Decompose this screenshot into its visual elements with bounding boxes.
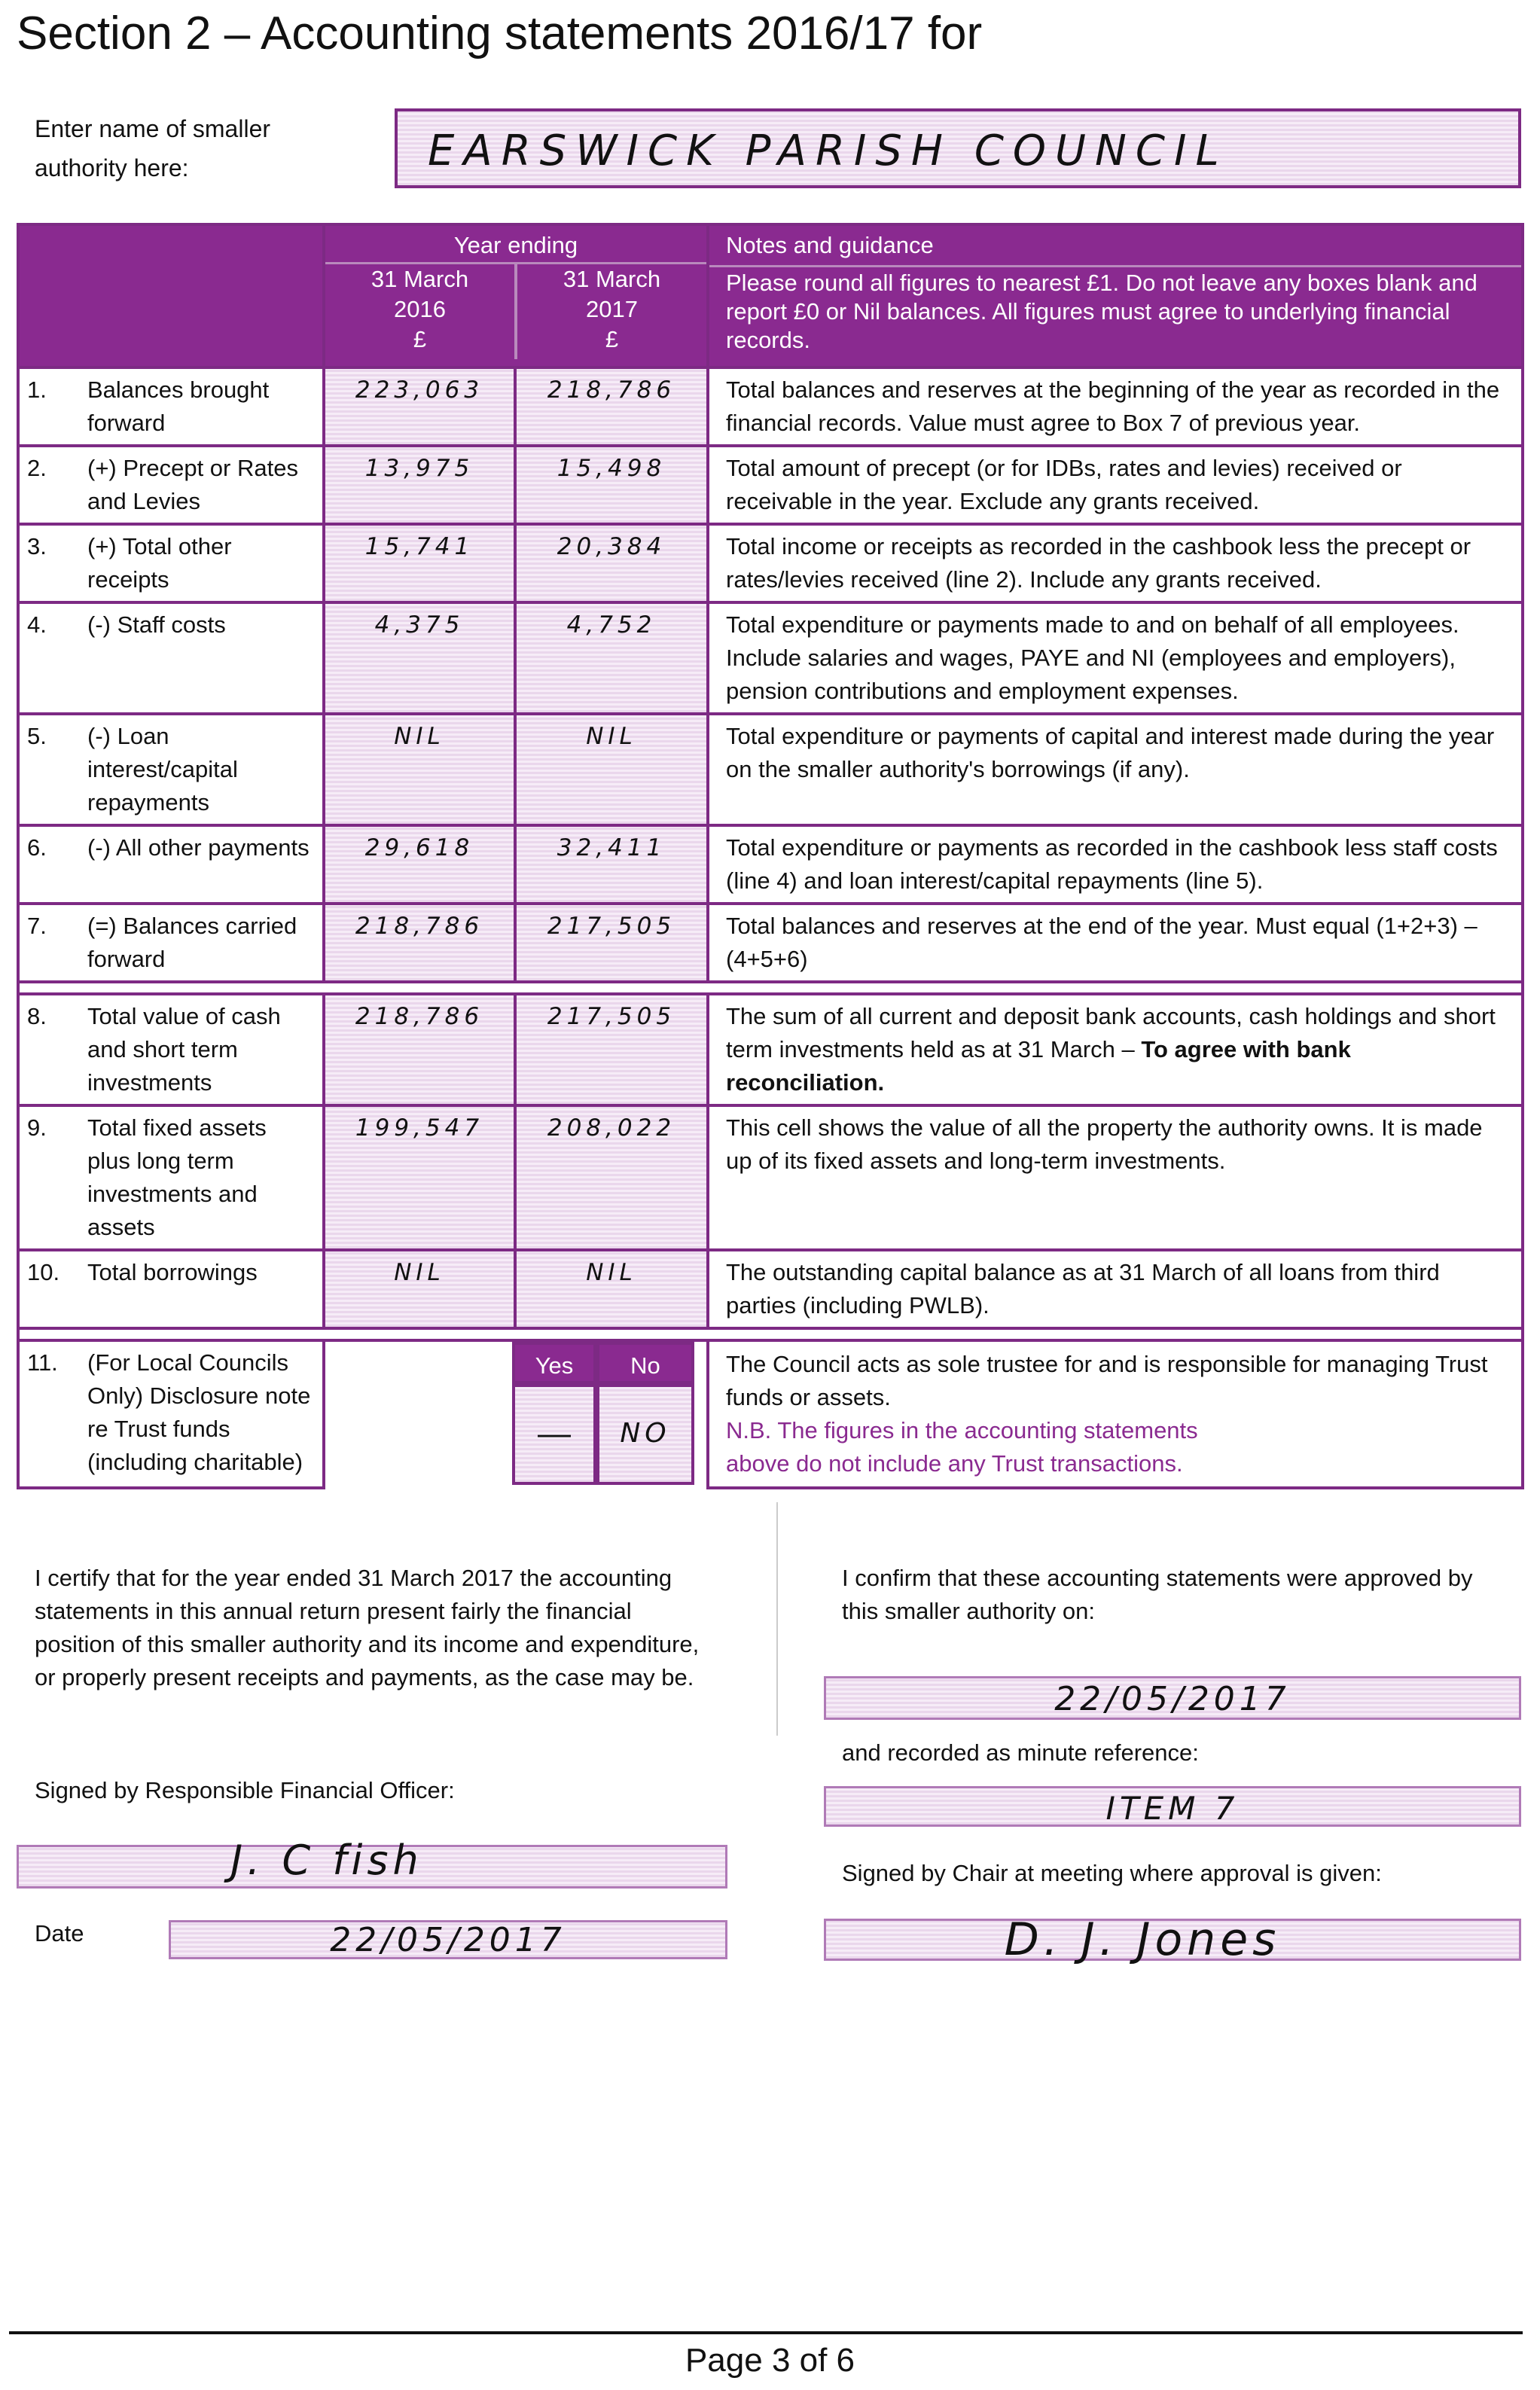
row-11-label-cell [18,1340,324,1488]
value-2017[interactable]: 218,786 [515,367,708,446]
value-2017[interactable]: 32,411 [515,825,708,904]
authority-name-field[interactable] [395,108,1521,188]
value-2016[interactable]: 218,786 [324,994,515,1105]
chair-signature: D. J. Jones [1004,1913,1281,1966]
row-label: (+) Precept or Rates and Levies [87,455,298,514]
row-note [708,714,1523,825]
row-note [708,904,1523,982]
row-label-cell [18,367,324,446]
row-label-cell [18,714,324,825]
approval-date-field[interactable] [824,1676,1521,1720]
value-2016[interactable]: 29,618 [324,825,515,904]
row-label-cell [18,1105,324,1250]
value-2016[interactable]: 15,741 [324,524,515,602]
table-row [18,825,1523,904]
notes-header-label: Notes and guidance [726,232,934,258]
row-note [708,825,1523,904]
table-row [18,602,1523,714]
approval-date: 22/05/2017 [1054,1680,1291,1718]
year-ending-label: Year ending [453,232,578,258]
value-2016[interactable]: 13,975 [324,446,515,524]
value-2017[interactable]: 217,505 [515,994,708,1105]
row-note-text: The sum of all current and deposit bank accounts, cash holdings and short term investments held as at 31 March – [726,1003,1496,1062]
row-note-text: This cell shows the value of all the property the authority owns. It is made up of its fixed assets and long-term investments. [726,1114,1483,1174]
date-label: Date [35,1920,84,1946]
page-number: Page 3 of 6 [685,2342,855,2379]
minute-ref: ITEM 7 [1105,1790,1240,1827]
value-2016[interactable]: 223,063 [324,367,515,446]
row-label: (=) Balances carried forward [87,913,297,972]
table-row [18,904,1523,982]
row-label-cell [18,524,324,602]
header-blank [18,224,324,367]
row-number: 3. [27,533,47,559]
row-number: 4. [27,611,47,638]
row-11-yes-no [324,1340,708,1488]
value-2016[interactable]: 4,375 [324,602,515,714]
row-number: 1. [27,376,47,403]
rfo-label: Signed by Responsible Financial Officer: [35,1777,455,1803]
col-2017-header [517,264,706,359]
value-2017[interactable]: 4,752 [515,602,708,714]
table-row [18,446,1523,524]
row-note-text: Total income or receipts as recorded in the cashbook less the precept or rates/levies received (line 2). Include any grants received. [726,533,1471,593]
row-note-text: Total expenditure or payments as recorded in the cashbook less staff costs (line 4) and loan interest/capital repayments (line 5). [726,834,1498,894]
row-note [708,367,1523,446]
page-title: Section 2 – Accounting statements 2016/17 for [17,8,983,59]
row-label: (-) Loan interest/capital repayments [87,723,238,815]
table-row [18,994,1523,1105]
row-11-note [708,1340,1523,1488]
row-label-cell [18,994,324,1105]
row-label-cell [18,446,324,524]
row-note-text: Total expenditure or payments made to and on behalf of all employees. Include salaries and wages, PAYE and NI (employees and employers), pension contributions and employment expenses. [726,611,1459,704]
no-value[interactable]: NO [596,1384,694,1485]
table-row [18,524,1523,602]
row-number: 9. [27,1114,47,1141]
notes-header [708,224,1523,367]
accounting-statements-table [17,223,1524,1489]
value-2017[interactable]: 20,384 [515,524,708,602]
rfo-date: 22/05/2017 [330,1921,566,1959]
footer-rule [9,2331,1523,2334]
table-row [18,714,1523,825]
col-2017-line1: 31 March [563,266,661,292]
value-2017[interactable]: NIL [515,714,708,825]
row-label-cell [18,602,324,714]
row-11-note-text: The Council acts as sole trustee for and is responsible for managing Trust funds or assets. [726,1351,1488,1410]
chair-signature-field[interactable] [824,1913,1521,1966]
row-label-cell [18,904,324,982]
col-2016-line3: £ [413,326,427,352]
row-label: Balances brought forward [87,376,270,436]
row-label-cell [18,825,324,904]
value-2017[interactable]: 217,505 [515,904,708,982]
col-2016-line2: 2016 [394,296,446,322]
yes-value[interactable]: — [512,1384,596,1485]
row-note [708,602,1523,714]
divider [776,1502,778,1736]
chair-label: Signed by Chair at meeting where approval is given: [842,1860,1382,1886]
row-label-cell [18,1250,324,1328]
row-note [708,524,1523,602]
row-11-label: (For Local Councils Only) Disclosure note re Trust funds (including charitable) [87,1349,311,1475]
rfo-signature-field[interactable] [17,1837,727,1889]
row-label: (-) All other payments [87,834,310,861]
row-number: 2. [27,455,47,481]
row-number: 8. [27,1003,47,1029]
authority-name-label: Enter name of smaller authority here: [35,115,271,181]
row-note [708,1250,1523,1328]
row-label: (+) Total other receipts [87,533,232,593]
rfo-certification: I certify that for the year ended 31 March 2017 the accounting statements in this annual return present fairly the financial position of this smaller authority and its income and expenditure, or properly present receipts and payments, as the case may be. [35,1565,700,1690]
value-2017[interactable]: 15,498 [515,446,708,524]
row-number: 10. [27,1259,60,1285]
yes-header: Yes [512,1342,596,1384]
row-note-text: Total amount of precept (or for IDBs, rates and levies) received or receivable in the year. Exclude any grants received. [726,455,1402,514]
row-note-text: The outstanding capital balance as at 31 March of all loans from third parties (including PWLB). [726,1259,1440,1318]
table-row [18,1250,1523,1328]
row-note-text: Total balances and reserves at the end of the year. Must equal (1+2+3) – (4+5+6) [726,913,1477,972]
value-2016[interactable]: NIL [324,1250,515,1328]
row-11-note-nb: N.B. The figures in the accounting statements above do not include any Trust transactions. [726,1417,1198,1477]
minute-label: and recorded as minute reference: [842,1739,1199,1766]
notes-intro: Please round all figures to nearest £1. Do not leave any boxes blank and report £0 or Nil balances. All figures must agree to underlying financial records. [709,265,1521,356]
col-2016-header [325,264,517,359]
col-2017-line2: 2017 [586,296,638,322]
value-2016[interactable]: 218,786 [324,904,515,982]
value-2017[interactable]: NIL [515,1250,708,1328]
value-2016[interactable]: NIL [324,714,515,825]
row-note [708,446,1523,524]
value-2017[interactable]: 208,022 [515,1105,708,1250]
col-2016-line1: 31 March [371,266,469,292]
row-note-text: Total balances and reserves at the beginning of the year as recorded in the financial records. Value must agree to Box 7 of previous year. [726,376,1500,436]
value-2016[interactable]: 199,547 [324,1105,515,1250]
rfo-signature: J. C fish [230,1837,423,1884]
table-row [18,1105,1523,1250]
minute-ref-field[interactable] [824,1786,1521,1827]
row-number: 5. [27,723,47,749]
row-note [708,1105,1523,1250]
row-label: Total fixed assets plus long term investments and assets [87,1114,267,1240]
approval-certification: I confirm that these accounting statements were approved by this smaller authority on: [842,1565,1473,1624]
row-label: Total value of cash and short term investments [87,1003,281,1096]
authority-name-value: EARSWICK PARISH COUNCIL [428,127,1228,175]
col-2017-line3: £ [605,326,619,352]
row-note-bold: To agree with bank reconciliation. [726,1036,1351,1096]
year-ending-header [324,224,708,367]
row-number: 7. [27,913,47,939]
row-note [708,994,1523,1105]
row-label: Total borrowings [87,1259,258,1285]
row-11-number: 11. [27,1349,58,1376]
row-number: 6. [27,834,47,861]
row-note-text: Total expenditure or payments of capital and interest made during the year on the smaller authority's borrowings (if any). [726,723,1495,782]
no-header: No [596,1342,694,1384]
rfo-date-field[interactable] [169,1920,727,1959]
table-row [18,367,1523,446]
row-label: (-) Staff costs [87,611,226,638]
